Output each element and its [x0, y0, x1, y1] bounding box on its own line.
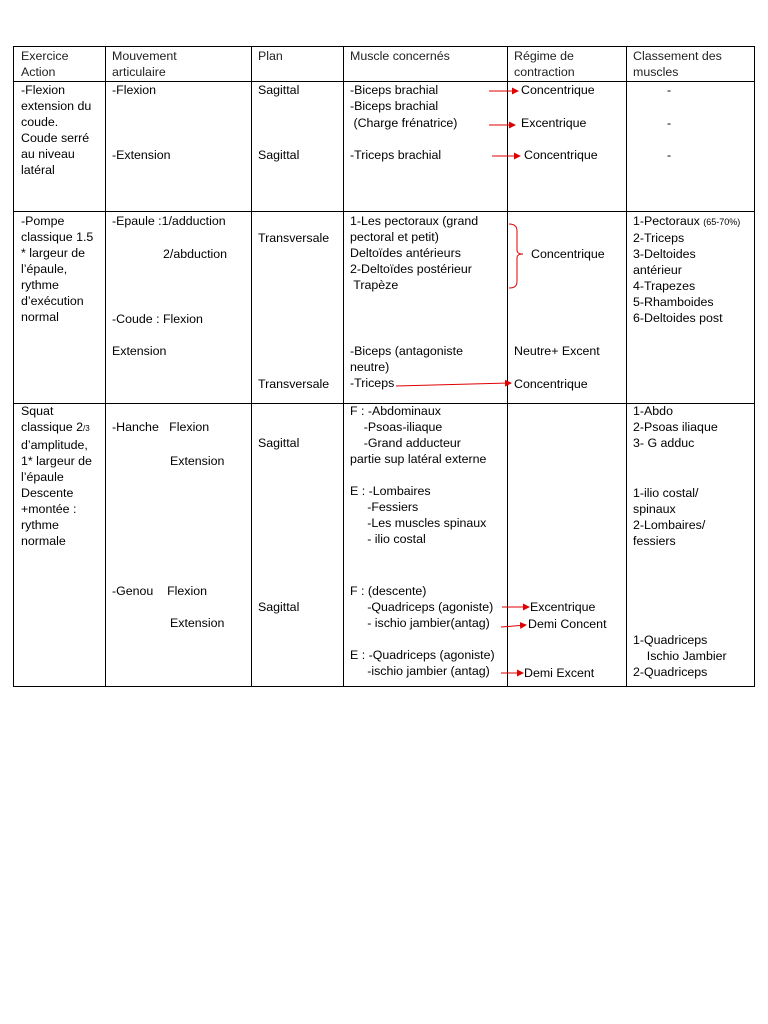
row2-mouvement-extension: Extension [112, 344, 167, 358]
row2-muscles-top: 1-Les pectoraux (grand pectoral et petit) Deltoïdes antérieurs 2-Deltoïdes postérieur Trapèze [350, 214, 479, 292]
row1-regime-3: Concentrique [524, 148, 598, 162]
row1-mouvement-flexion: -Flexion [112, 83, 157, 97]
row3-fraction: /3 [83, 424, 90, 433]
arrow-ischio-concent [501, 625, 526, 627]
header-regime: Régime de contraction [514, 49, 575, 79]
row1-muscle-2: -Biceps brachial [350, 99, 439, 113]
row2-exercice: -Pompe classique 1.5 * largeur de l’épaule, rythme d’exécution normal [21, 214, 94, 324]
row1-regime-2: Excentrique [521, 116, 587, 130]
row1-regime-1: Concentrique [521, 83, 595, 97]
row3-plan-1: Sagittal [258, 436, 300, 450]
row3-classement-b: 1-ilio costal/ spinaux 2-Lombaires/ fessiers [633, 486, 706, 548]
row3-regime-1: Excentrique [530, 600, 596, 614]
row3-classement-a: 1-Abdo 2-Psoas iliaque 3- G adduc [633, 404, 718, 450]
row2-plan-2: Transversale [258, 377, 330, 391]
row3-mouvement-hanche-extension: Extension [170, 454, 225, 468]
row3-muscles-genou: F : (descente) -Quadriceps (agoniste) - ischio jambier(antag) E : -Quadriceps (agoniste) -ischio jambier (antag) [350, 584, 495, 678]
row1-classement-1: - [667, 83, 672, 97]
row1-muscle-4: -Triceps brachial [350, 148, 442, 162]
row2-mouvement-abduction: 2/abduction [163, 247, 228, 261]
row2-regime-concentrique-2: Concentrique [514, 377, 588, 391]
row1-classement-2: - [667, 116, 672, 130]
row1-muscle-3: (Charge frénatrice) [350, 116, 458, 130]
bracket-pompe [509, 224, 523, 288]
header-plan: Plan [258, 49, 283, 63]
header-mouvement: Mouvement articulaire [112, 49, 177, 79]
row3-muscles-hanche: F : -Abdominaux -Psoas-iliaque -Grand adducteur partie sup latéral externe E : -Lombaires -Fessiers -Les muscles spinaux - ilio costal [350, 404, 487, 546]
row1-mouvement-extension: -Extension [112, 148, 171, 162]
row3-classement-c: 1-Quadriceps Ischio Jambier 2-Quadriceps [633, 633, 727, 679]
row2-plan-1: Transversale [258, 231, 330, 245]
row2-muscles-bottom: -Biceps (antagoniste neutre) -Triceps [350, 344, 463, 390]
row3-plan-2: Sagittal [258, 600, 300, 614]
row2-classement: 1-Pectoraux (65-70%) 2-Triceps 3-Deltoides antérieur 4-Trapezes 5-Rhamboides 6-Deltoides post [633, 214, 741, 325]
header-classement: Classement des muscles [633, 49, 722, 79]
row3-regime-3: Demi Excent [524, 666, 595, 680]
row1-plan-1: Sagittal [258, 83, 300, 97]
row3-regime-2: Demi Concent [528, 617, 607, 631]
row2-regime-concentrique: Concentrique [531, 247, 605, 261]
row3-exercice: Squat classique 2/3 d’amplitude, 1* largeur de l’épaule Descente +montée : rythme normale [21, 404, 92, 548]
header-muscle: Muscle concernés [350, 49, 450, 63]
row3-mouvement-hanche: -Hanche Flexion [112, 420, 210, 434]
row1-exercice: -Flexion extension du coude. Coude serré au niveau latéral [21, 83, 92, 177]
row2-mouvement-coude: -Coude : Flexion [112, 312, 203, 326]
row1-classement-3: - [667, 148, 672, 162]
header-exercice: Exercice Action [21, 49, 69, 79]
row3-mouvement-genou-extension: Extension [170, 616, 225, 630]
row3-mouvement-genou: -Genou Flexion [112, 584, 208, 598]
row2-mouvement-epaule: -Epaule :1/adduction [112, 214, 226, 228]
arrow-triceps-pompe [396, 383, 511, 386]
row2-regime-neutre: Neutre+ Excent [514, 344, 600, 358]
row2-classement-note: (65-70%) [703, 217, 741, 227]
row1-muscle-1: -Biceps brachial [350, 83, 439, 97]
row1-plan-2: Sagittal [258, 148, 300, 162]
